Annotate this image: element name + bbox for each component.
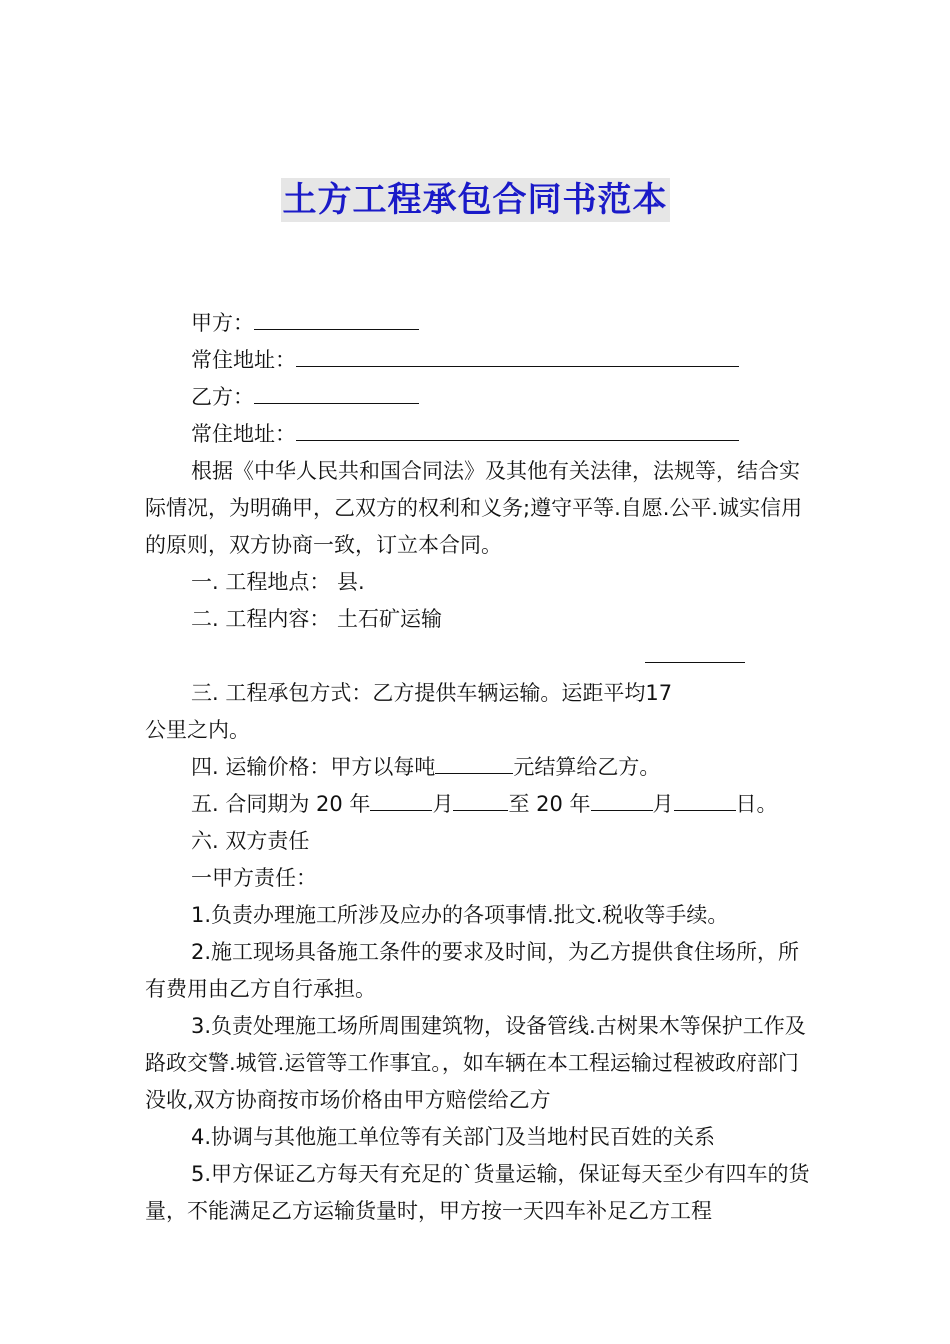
preamble-paragraph: 根据《中华人民共和国合同法》及其他有关法律，法规等，结合实际情况，为明确甲，乙双方的权利和义务;遵守平等.自愿.公平.诚实信用的原则，双方协商一致，订立本合同。: [145, 459, 803, 557]
clause-6: 六. 双方责任: [191, 829, 310, 853]
clause-5-month-label: 月: [432, 792, 454, 816]
party-a-address-blank: [296, 344, 739, 367]
clause-5-end-day-blank: [674, 788, 736, 811]
clause-4-text: 四. 运输价格：甲方以每吨: [191, 755, 436, 779]
clause-3-text: 三. 工程承包方式：乙方提供车辆运输。运距平均: [191, 681, 646, 705]
duty-5: 5.甲方保证乙方每天有充足的`货量运输，保证每天至少有四车的货量，不能满足乙方运输货量时，甲方按一天四车补足乙方工程: [145, 1162, 810, 1223]
party-b-line: [145, 379, 810, 416]
party-b-address-blank: [296, 418, 739, 441]
party-a-address-label: 常住地址：: [191, 348, 296, 372]
party-b-address-label: 常住地址：: [191, 422, 296, 446]
clause-5-end-month-label: 月: [652, 792, 674, 816]
party-a-line: [145, 305, 810, 342]
clause-3: [145, 638, 810, 749]
clause-5-day-label: 日。: [735, 792, 778, 816]
duty-1: 1.负责办理施工所涉及应办的各项事情.批文.税收等手续。: [191, 903, 729, 927]
clause-3-distance-blank: [645, 638, 745, 705]
clause-4: [145, 749, 810, 786]
party-a-address-line: [145, 342, 810, 379]
clause-1: 一. 工程地点： 县.: [191, 570, 365, 594]
document-title-block: [0, 178, 950, 222]
duty-2: 2.施工现场具备施工条件的要求及时间，为乙方提供食住场所，所有费用由乙方自行承担。: [145, 940, 800, 1001]
party-a-blank: [254, 307, 419, 330]
party-a-label: 甲方：: [191, 311, 254, 335]
clause-4-tail: 元结算给乙方。: [513, 755, 661, 779]
duty-4: 4.协调与其他施工单位等有关部门及当地村民百姓的关系: [191, 1125, 716, 1149]
party-b-blank: [254, 381, 419, 404]
clause-3-distance-value: 17: [645, 681, 673, 705]
party-a-duty-heading: 一甲方责任：: [191, 866, 317, 890]
document-title: 土方工程承包合同书范本: [282, 180, 668, 220]
clause-5-end-month-blank: [591, 788, 653, 811]
clause-3-tail: 公里之内。: [145, 718, 250, 742]
clause-5-start-month-blank: [370, 788, 432, 811]
clause-5: [145, 786, 810, 823]
clause-5-start-day-blank: [453, 788, 508, 811]
party-b-address-line: [145, 416, 810, 453]
party-b-label: 乙方：: [191, 385, 254, 409]
clause-2: 二. 工程内容： 土石矿运输: [191, 607, 443, 631]
clause-5-to-label: 至 20 年: [508, 792, 591, 816]
clause-5-text: 五. 合同期为 20 年: [191, 792, 371, 816]
duty-3: 3.负责处理施工场所周围建筑物，设备管线.古树果木等保护工作及路政交警.城管.运管等工作事宜。，如车辆在本工程运输过程被政府部门没收,双方协商按市场价格由甲方赔偿给乙方: [145, 1014, 806, 1112]
document-body: [145, 305, 810, 1230]
clause-4-price-blank: [435, 751, 513, 774]
